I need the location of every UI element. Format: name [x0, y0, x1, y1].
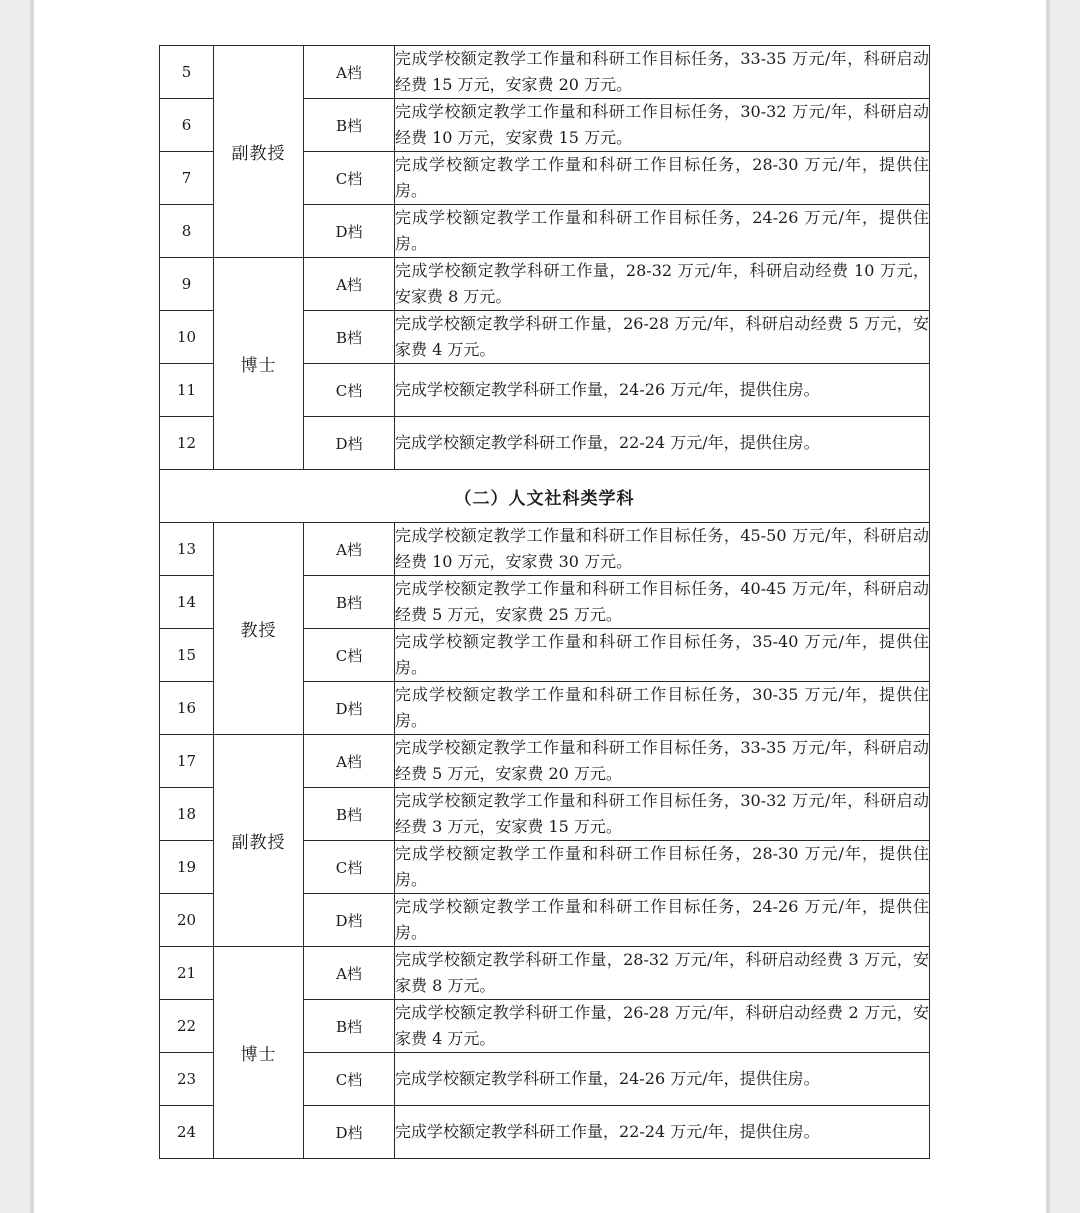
level-cell: C档: [304, 364, 395, 417]
description-cell: 完成学校额定教学科研工作量，24-26 万元/年，提供住房。: [395, 1053, 930, 1106]
row-number: 23: [160, 1053, 214, 1106]
level-cell: D档: [304, 682, 395, 735]
description-cell: 完成学校额定教学工作量和科研工作目标任务，45-50 万元/年，科研启动经费 10 万元，安家费 30 万元。: [395, 523, 930, 576]
row-number: 21: [160, 947, 214, 1000]
level-cell: D档: [304, 205, 395, 258]
table-row: [160, 523, 930, 576]
row-number: 16: [160, 682, 214, 735]
level-cell: D档: [304, 894, 395, 947]
title-cell: 博士: [214, 258, 304, 470]
description-cell: 完成学校额定教学工作量和科研工作目标任务，40-45 万元/年，科研启动经费 5 万元，安家费 25 万元。: [395, 576, 930, 629]
table-row: [160, 947, 930, 1000]
row-number: 7: [160, 152, 214, 205]
row-number: 18: [160, 788, 214, 841]
description-cell: 完成学校额定教学工作量和科研工作目标任务，33-35 万元/年，科研启动经费 5 万元，安家费 20 万元。: [395, 735, 930, 788]
description-cell: 完成学校额定教学工作量和科研工作目标任务，33-35 万元/年，科研启动经费 15 万元，安家费 20 万元。: [395, 46, 930, 99]
row-number: 6: [160, 99, 214, 152]
description-cell: 完成学校额定教学工作量和科研工作目标任务，30-32 万元/年，科研启动经费 10 万元，安家费 15 万元。: [395, 99, 930, 152]
section-title: （二）人文社科类学科: [160, 470, 930, 523]
row-number: 5: [160, 46, 214, 99]
level-cell: B档: [304, 1000, 395, 1053]
description-cell: 完成学校额定教学科研工作量，24-26 万元/年，提供住房。: [395, 364, 930, 417]
table-row: [160, 258, 930, 311]
title-cell: 教授: [214, 523, 304, 735]
row-number: 13: [160, 523, 214, 576]
row-number: 10: [160, 311, 214, 364]
title-cell: 副教授: [214, 46, 304, 258]
title-cell: 博士: [214, 947, 304, 1159]
level-cell: D档: [304, 417, 395, 470]
description-cell: 完成学校额定教学科研工作量，26-28 万元/年，科研启动经费 5 万元，安家费 4 万元。: [395, 311, 930, 364]
level-cell: B档: [304, 576, 395, 629]
level-cell: A档: [304, 735, 395, 788]
level-cell: B档: [304, 311, 395, 364]
description-cell: 完成学校额定教学科研工作量，26-28 万元/年，科研启动经费 2 万元，安家费 4 万元。: [395, 1000, 930, 1053]
description-cell: 完成学校额定教学工作量和科研工作目标任务，28-30 万元/年，提供住房。: [395, 841, 930, 894]
row-number: 12: [160, 417, 214, 470]
row-number: 11: [160, 364, 214, 417]
level-cell: A档: [304, 46, 395, 99]
row-number: 15: [160, 629, 214, 682]
section-row: [160, 470, 930, 523]
row-number: 9: [160, 258, 214, 311]
description-cell: 完成学校额定教学科研工作量，22-24 万元/年，提供住房。: [395, 1106, 930, 1159]
row-number: 8: [160, 205, 214, 258]
description-cell: 完成学校额定教学工作量和科研工作目标任务，24-26 万元/年，提供住房。: [395, 894, 930, 947]
page-edge-right: [1046, 0, 1050, 1213]
level-cell: C档: [304, 629, 395, 682]
level-cell: C档: [304, 152, 395, 205]
level-cell: D档: [304, 1106, 395, 1159]
level-cell: A档: [304, 523, 395, 576]
table-row: [160, 735, 930, 788]
description-cell: 完成学校额定教学工作量和科研工作目标任务，35-40 万元/年，提供住房。: [395, 629, 930, 682]
description-cell: 完成学校额定教学工作量和科研工作目标任务，30-35 万元/年，提供住房。: [395, 682, 930, 735]
level-cell: A档: [304, 947, 395, 1000]
row-number: 14: [160, 576, 214, 629]
description-cell: 完成学校额定教学工作量和科研工作目标任务，28-30 万元/年，提供住房。: [395, 152, 930, 205]
level-cell: C档: [304, 1053, 395, 1106]
description-cell: 完成学校额定教学科研工作量，22-24 万元/年，提供住房。: [395, 417, 930, 470]
talent-compensation-table: [159, 45, 930, 1159]
row-number: 24: [160, 1106, 214, 1159]
level-cell: A档: [304, 258, 395, 311]
row-number: 17: [160, 735, 214, 788]
description-cell: 完成学校额定教学科研工作量，28-32 万元/年，科研启动经费 10 万元，安家费 8 万元。: [395, 258, 930, 311]
level-cell: B档: [304, 99, 395, 152]
table-row: [160, 46, 930, 99]
description-cell: 完成学校额定教学工作量和科研工作目标任务，24-26 万元/年，提供住房。: [395, 205, 930, 258]
description-cell: 完成学校额定教学科研工作量，28-32 万元/年，科研启动经费 3 万元，安家费 8 万元。: [395, 947, 930, 1000]
row-number: 22: [160, 1000, 214, 1053]
row-number: 19: [160, 841, 214, 894]
row-number: 20: [160, 894, 214, 947]
level-cell: B档: [304, 788, 395, 841]
title-cell: 副教授: [214, 735, 304, 947]
level-cell: C档: [304, 841, 395, 894]
description-cell: 完成学校额定教学工作量和科研工作目标任务，30-32 万元/年，科研启动经费 3 万元，安家费 15 万元。: [395, 788, 930, 841]
